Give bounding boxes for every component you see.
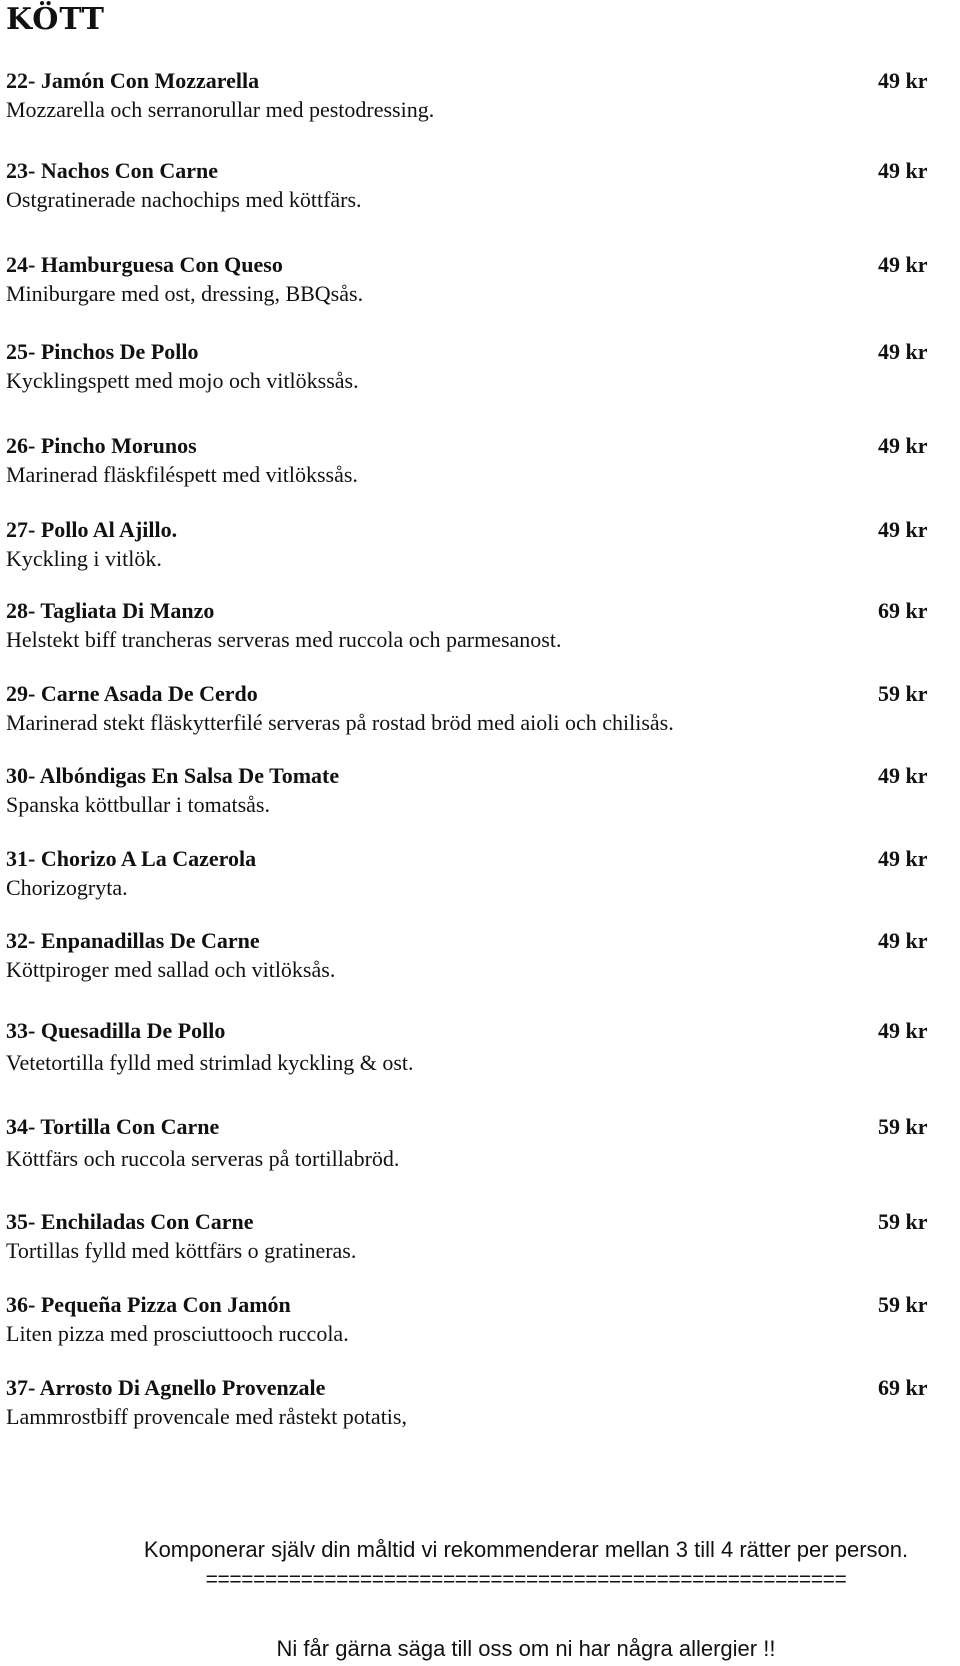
item-price: 49 kr [878,433,928,458]
item-price: 49 kr [878,517,928,542]
item-price: 69 kr [878,598,928,623]
item-name: 33- Quesadilla De Pollo [6,1018,226,1043]
item-name: 27- Pollo Al Ajillo. [6,517,178,542]
item-price: 49 kr [878,846,928,871]
item-price: 49 kr [878,763,928,788]
item-name: 31- Chorizo A La Cazerola [6,846,257,871]
item-name: 30- Albóndigas En Salsa De Tomate [6,763,340,788]
item-price: 49 kr [878,252,928,277]
item-description: Kyckling i vitlök. [6,546,162,571]
item-name: 36- Pequeña Pizza Con Jamón [6,1292,291,1317]
item-price: 59 kr [878,1209,928,1234]
menu-item [6,596,936,654]
item-name: 32- Enpanadillas De Carne [6,928,260,953]
menu-item [6,250,936,308]
item-name: 37- Arrosto Di Agnello Provenzale [6,1375,326,1400]
item-price: 59 kr [878,681,928,706]
item-name: 23- Nachos Con Carne [6,158,219,183]
item-description: Lammrostbiff provencale med råstekt potatis, [6,1404,407,1429]
menu-item [6,679,936,737]
menu-item [6,156,936,214]
item-price: 49 kr [878,928,928,953]
item-description: Liten pizza med prosciuttooch ruccola. [6,1321,349,1346]
item-name: 24- Hamburguesa Con Queso [6,252,283,277]
menu-item [6,337,936,395]
item-description: Vetetortilla fylld med strimlad kyckling & ost. [6,1050,414,1075]
item-description: Köttfärs och ruccola serveras på tortillabröd. [6,1146,400,1171]
item-description: Helstekt biff trancheras serveras med ruccola och parmesanost. [6,627,562,652]
item-description: Kycklingspett med mojo och vitlökssås. [6,368,359,393]
item-description: Miniburgare med ost, dressing, BBQsås. [6,281,364,306]
item-price: 49 kr [878,1018,928,1043]
menu-item [6,66,936,124]
menu-item [6,926,936,984]
item-price: 49 kr [878,339,928,364]
item-name: 34- Tortilla Con Carne [6,1114,220,1139]
item-description: Marinerad stekt fläskytterfilé serveras på rostad bröd med aioli och chilisås. [6,710,674,735]
item-description: Tortillas fylld med köttfärs o gratineras. [6,1238,357,1263]
menu-item [6,1290,936,1348]
section-title: KÖTT [6,2,105,37]
item-description: Mozzarella och serranorullar med pestodressing. [6,97,435,122]
menu-item [6,761,936,819]
menu-item [6,1112,936,1173]
item-name: 35- Enchiladas Con Carne [6,1209,254,1234]
menu-item [6,515,936,573]
item-description: Spanska köttbullar i tomatsås. [6,792,270,817]
menu-item [6,1207,936,1265]
recommendation-note: Komponerar själv din måltid vi rekommenderar mellan 3 till 4 rätter per person. [143,1537,909,1562]
item-name: 25- Pinchos De Pollo [6,339,199,364]
item-price: 49 kr [878,158,928,183]
item-name: 26- Pincho Morunos [6,433,197,458]
menu-item [6,844,936,902]
item-description: Ostgratinerade nachochips med köttfärs. [6,187,362,212]
item-description: Köttpiroger med sallad och vitlöksås. [6,957,336,982]
divider-line: ====================================================== [205,1568,847,1591]
item-price: 49 kr [878,68,928,93]
item-name: 28- Tagliata Di Manzo [6,598,215,623]
menu-item [6,1016,936,1077]
item-name: 29- Carne Asada De Cerdo [6,681,258,706]
item-price: 59 kr [878,1114,928,1139]
item-name: 22- Jamón Con Mozzarella [6,68,260,93]
item-description: Chorizogryta. [6,875,128,900]
item-price: 59 kr [878,1292,928,1317]
menu-item [6,1373,936,1431]
item-description: Marinerad fläskfiléspett med vitlökssås. [6,462,358,487]
menu-item [6,431,936,489]
item-price: 69 kr [878,1375,928,1400]
allergy-note: Ni får gärna säga till oss om ni har några allergier !! [276,1636,776,1661]
